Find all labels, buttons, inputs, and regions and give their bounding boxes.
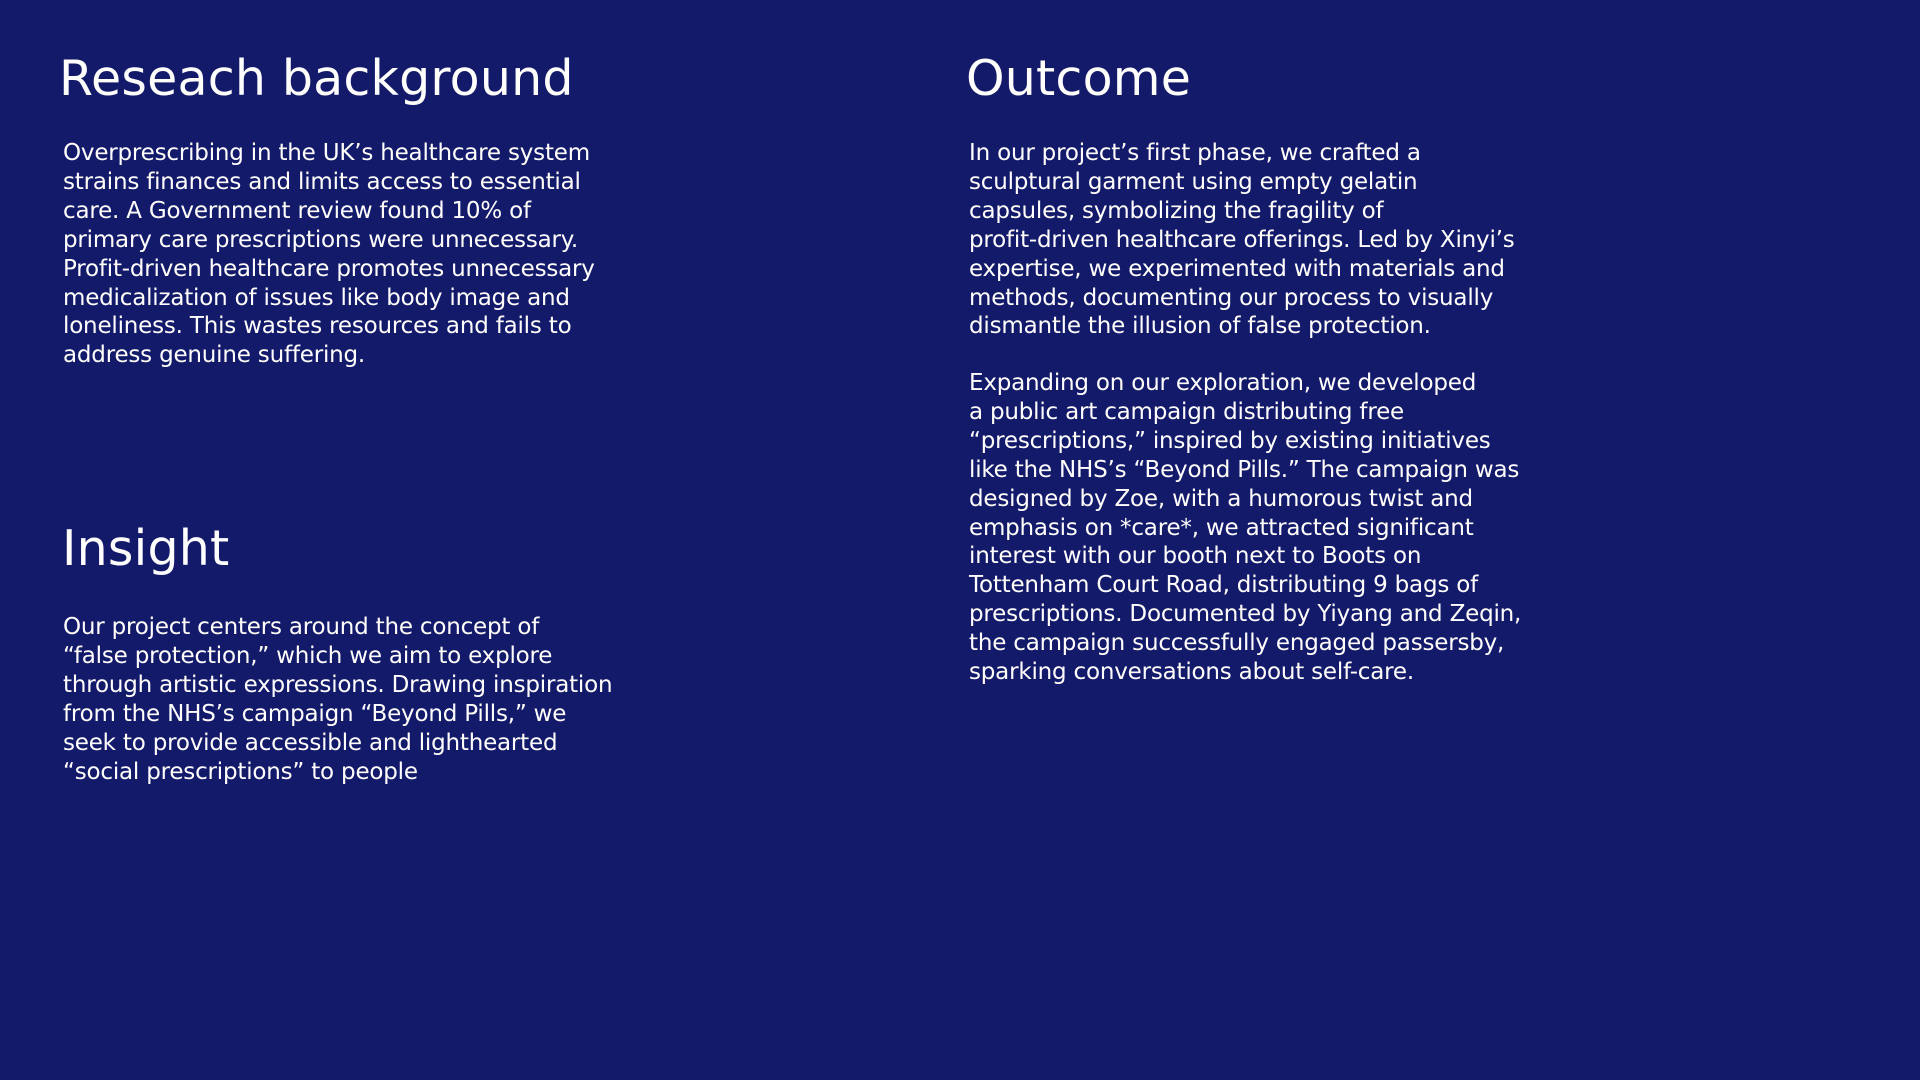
outcome-line: interest with our booth next to Boots on <box>969 543 1422 570</box>
research-background-line: address genuine suffering. <box>63 342 366 369</box>
outcome-line: methods, documenting our process to visually <box>969 284 1494 311</box>
outcome-line: “prescriptions,” inspired by existing initiatives <box>969 427 1491 454</box>
research-background-heading: Reseach background <box>59 50 574 107</box>
outcome-line: dismantle the illusion of false protection. <box>969 313 1431 340</box>
research-background-line: strains finances and limits access to essential <box>63 168 581 195</box>
outcome-line: capsules, symbolizing the fragility of <box>969 197 1384 224</box>
insight-line: Our project centers around the concept of <box>63 614 540 640</box>
research-background-line: primary care prescriptions were unnecessary. <box>63 226 579 253</box>
research-background-line: Profit-driven healthcare promotes unnecessary <box>63 255 595 282</box>
insight-heading: Insight <box>62 520 230 577</box>
insight-line: from the NHS’s campaign “Beyond Pills,” we <box>63 700 567 727</box>
research-background-text <box>63 139 595 370</box>
outcome-paragraph-2 <box>969 369 1521 687</box>
research-background-line: Overprescribing in the UK’s healthcare system <box>63 140 590 166</box>
outcome-line: profit-driven healthcare offerings. Led by Xinyi’s <box>969 226 1515 253</box>
outcome-line: designed by Zoe, with a humorous twist and <box>969 485 1473 512</box>
insight-text <box>63 613 612 786</box>
outcome-line: a public art campaign distributing free <box>969 398 1404 425</box>
insight-line: “false protection,” which we aim to explore <box>63 642 553 669</box>
outcome-heading: Outcome <box>966 50 1192 107</box>
insight-line: through artistic expressions. Drawing inspiration <box>63 671 613 698</box>
outcome-line: prescriptions. Documented by Yiyang and Zeqin, <box>969 601 1522 628</box>
outcome-line: Tottenham Court Road, distributing 9 bags of <box>969 572 1479 599</box>
research-background-line: medicalization of issues like body image and <box>63 284 570 311</box>
outcome-line: sculptural garment using empty gelatin <box>969 168 1418 195</box>
insight-line: seek to provide accessible and lighthearted <box>63 729 558 756</box>
research-background-line: care. A Government review found 10% of <box>63 197 531 224</box>
outcome-line: like the NHS’s “Beyond Pills.” The campaign was <box>969 456 1520 483</box>
outcome-line: expertise, we experimented with materials and <box>969 255 1505 282</box>
outcome-line: sparking conversations about self-care. <box>969 659 1414 686</box>
research-background-line: loneliness. This wastes resources and fails to <box>63 313 572 340</box>
outcome-line: Expanding on our exploration, we developed <box>969 370 1477 396</box>
outcome-line: emphasis on *care*, we attracted significant <box>969 514 1474 541</box>
outcome-line: In our project’s first phase, we crafted a <box>969 140 1421 166</box>
outcome-line: the campaign successfully engaged passersby, <box>969 630 1505 657</box>
outcome-paragraph-1 <box>969 139 1515 341</box>
insight-line: “social prescriptions” to people <box>63 758 418 785</box>
